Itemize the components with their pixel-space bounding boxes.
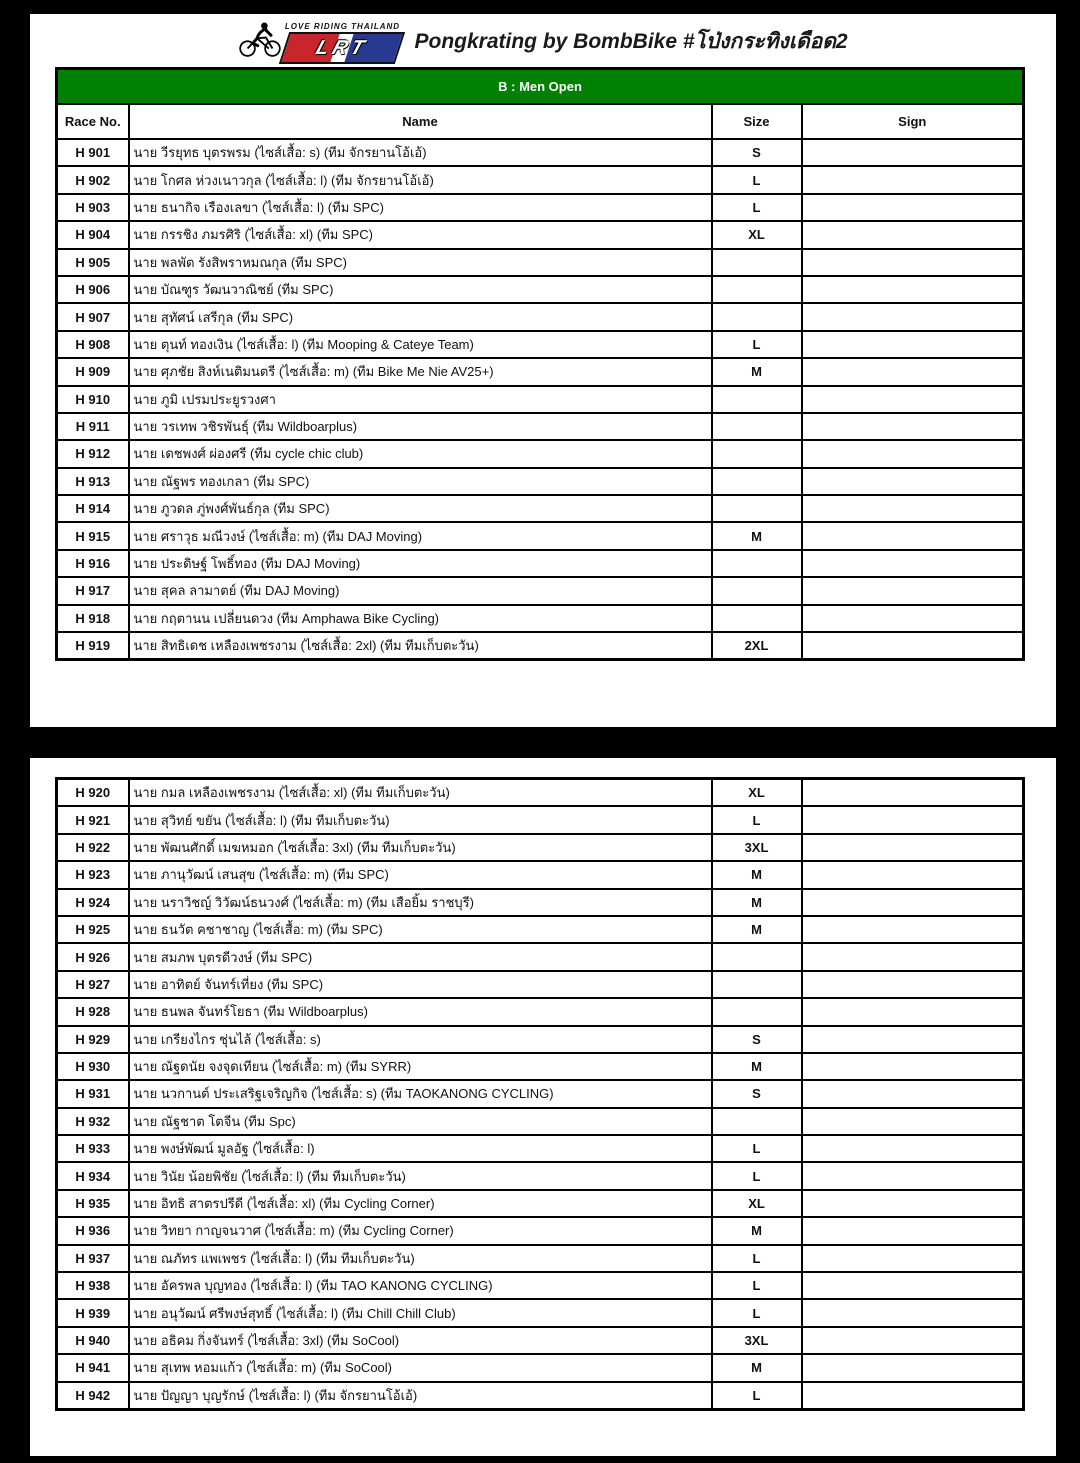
sign-cell [802,550,1024,577]
name-cell: นาย สุวิทย์ ขยัน (ไซส์เสื้อ: l) (ทีม ทีมเก็บตะวัน) [129,806,712,833]
lrt-logo [238,19,400,64]
name-cell: นาย ศุภชัย สิงห์เนติมนตรี (ไซส์เสื้อ: m) (ทีม Bike Me Nie AV25+) [129,358,712,385]
race-no-cell: H 922 [57,834,129,861]
size-cell: L [712,166,802,193]
table-row [57,249,1024,276]
size-cell [712,249,802,276]
table-row [57,440,1024,467]
race-no-cell: H 914 [57,495,129,522]
size-cell: L [712,1272,802,1299]
name-cell: นาย วินัย น้อยพิชัย (ไซส์เสื้อ: l) (ทีม ทีมเก็บตะวัน) [129,1162,712,1189]
sign-cell [802,1217,1024,1244]
sign-cell [802,632,1024,660]
table-row [57,386,1024,413]
name-cell: นาย โกศล ห่วงเนาวกุล (ไซส์เสื้อ: l) (ทีม จักรยานโอ้เอ้) [129,166,712,193]
name-cell: นาย ศราวุธ มณีวงษ์ (ไซส์เสื้อ: m) (ทีม DAJ Moving) [129,522,712,549]
race-no-cell: H 904 [57,221,129,248]
size-cell: L [712,1135,802,1162]
name-cell: นาย กฤตานน เปลี่ยนดวง (ทีม Amphawa Bike Cycling) [129,605,712,632]
lrt-emblem [279,32,405,64]
race-no-cell: H 911 [57,413,129,440]
table-row [57,632,1024,660]
sign-cell [802,1245,1024,1272]
sign-cell [802,971,1024,998]
cyclist-icon [238,19,282,64]
size-cell [712,971,802,998]
sign-cell [802,1080,1024,1107]
size-cell: S [712,1026,802,1053]
sign-cell [802,468,1024,495]
table-row [57,577,1024,604]
table-row [57,331,1024,358]
table-row [57,358,1024,385]
name-cell: นาย วิทยา กาญจนวาศ (ไซส์เสื้อ: m) (ทีม Cycling Corner) [129,1217,712,1244]
race-no-cell: H 928 [57,998,129,1025]
race-no-cell: H 937 [57,1245,129,1272]
size-cell [712,386,802,413]
column-header-race-no: Race No. [57,104,129,139]
table-row [57,1217,1024,1244]
sign-cell [802,779,1024,807]
size-cell: L [712,806,802,833]
race-no-cell: H 929 [57,1026,129,1053]
size-cell: M [712,1354,802,1381]
size-cell: 3XL [712,834,802,861]
column-header-size: Size [712,104,802,139]
logo-text-block [284,22,400,64]
name-cell: นาย อนุวัฒน์ ศรีพงษ์สุทธิ์ (ไซส์เสื้อ: l) (ทีม Chill Chill Club) [129,1299,712,1326]
sign-cell [802,806,1024,833]
race-no-cell: H 936 [57,1217,129,1244]
race-no-cell: H 909 [57,358,129,385]
name-cell: นาย สุคล ลามาตย์ (ทีม DAJ Moving) [129,577,712,604]
name-cell: นาย สิทธิเดช เหลืองเพชรงาม (ไซส์เสื้อ: 2xl) (ทีม ทีมเก็บตะวัน) [129,632,712,660]
size-cell [712,577,802,604]
sign-cell [802,998,1024,1025]
race-no-cell: H 933 [57,1135,129,1162]
name-cell: นาย ปัญญา บุญรักษ์ (ไซส์เสื้อ: l) (ทีม จักรยานโอ้เอ้) [129,1382,712,1410]
roster-table-page-1 [55,67,1025,661]
name-cell: นาย ณัฐพร ทองเกลา (ทีม SPC) [129,468,712,495]
name-cell: นาย อธิคม กิ่งจันทร์ (ไซส์เสื้อ: 3xl) (ทีม SoCool) [129,1327,712,1354]
name-cell: นาย สมภพ บุตรดีวงษ์ (ทีม SPC) [129,943,712,970]
document-header [30,18,1056,64]
race-no-cell: H 935 [57,1190,129,1217]
page-1 [30,14,1056,727]
sign-cell [802,834,1024,861]
race-no-cell: H 942 [57,1382,129,1410]
sign-cell [802,1108,1024,1135]
size-cell: L [712,1245,802,1272]
size-cell: XL [712,221,802,248]
sign-cell [802,495,1024,522]
sign-cell [802,943,1024,970]
name-cell: นาย ณภัทร แพเพชร (ไซส์เสื้อ: l) (ทีม ทีมเก็บตะวัน) [129,1245,712,1272]
name-cell: นาย นราวิชญ์ วิวัฒน์ธนวงศ์ (ไซส์เสื้อ: m) (ทีม เสือยิ้ม ราชบุรี) [129,889,712,916]
size-cell: M [712,916,802,943]
size-cell: S [712,1080,802,1107]
name-cell: นาย ณัฐชาต โตจีน (ทีม Spc) [129,1108,712,1135]
size-cell [712,605,802,632]
name-cell: นาย ภูมิ เปรมประยูรวงศา [129,386,712,413]
size-cell: S [712,139,802,166]
size-cell [712,440,802,467]
size-cell [712,1108,802,1135]
size-cell: M [712,889,802,916]
page-title: Pongkrating by BombBike #โป่งกระทิงเดือด2 [414,29,848,53]
name-cell: นาย ธนพล จันทร์โยธา (ทีม Wildboarplus) [129,998,712,1025]
race-no-cell: H 905 [57,249,129,276]
table-row [57,276,1024,303]
sign-cell [802,1190,1024,1217]
sign-cell [802,303,1024,330]
sign-cell [802,1053,1024,1080]
race-no-cell: H 941 [57,1354,129,1381]
size-cell: 2XL [712,632,802,660]
name-cell: นาย ธนากิจ เรืองเลขา (ไซส์เสื้อ: l) (ทีม SPC) [129,194,712,221]
size-cell: L [712,1382,802,1410]
name-cell: นาย พัฒนศักดิ์ เมฆหมอก (ไซส์เสื้อ: 3xl) (ทีม ทีมเก็บตะวัน) [129,834,712,861]
race-no-cell: H 926 [57,943,129,970]
page-2 [30,758,1056,1456]
table-row [57,1190,1024,1217]
race-no-cell: H 913 [57,468,129,495]
section-band [57,69,1024,105]
sign-cell [802,861,1024,888]
name-cell: นาย อิทธิ สาตรปรีดี (ไซส์เสื้อ: xl) (ทีม Cycling Corner) [129,1190,712,1217]
race-no-cell: H 927 [57,971,129,998]
sign-cell [802,358,1024,385]
name-cell: นาย เกรียงไกร ชุ่นไล้ (ไซส์เสื้อ: s) [129,1026,712,1053]
race-no-cell: H 940 [57,1327,129,1354]
race-no-cell: H 920 [57,779,129,807]
sign-cell [802,221,1024,248]
table-row [57,998,1024,1025]
table-row [57,221,1024,248]
name-cell: นาย นวกานต์ ประเสริฐเจริญกิจ (ไซส์เสื้อ: s) (ทีม TAOKANONG CYCLING) [129,1080,712,1107]
race-no-cell: H 939 [57,1299,129,1326]
table-row [57,413,1024,440]
name-cell: นาย บัณฑูร วัฒนวาณิชย์ (ทีม SPC) [129,276,712,303]
table-row [57,1382,1024,1410]
table-row [57,1053,1024,1080]
sign-cell [802,577,1024,604]
race-no-cell: H 930 [57,1053,129,1080]
table-row [57,495,1024,522]
name-cell: นาย ตุนท์ ทองเงิน (ไซส์เสื้อ: l) (ทีม Mooping & Cateye Team) [129,331,712,358]
size-cell: XL [712,1190,802,1217]
name-cell: นาย สุเทพ หอมแก้ว (ไซส์เสื้อ: m) (ทีม SoCool) [129,1354,712,1381]
size-cell [712,550,802,577]
table-row [57,943,1024,970]
size-cell: M [712,522,802,549]
name-cell: นาย กรรชิง ภมรศิริ (ไซส์เสื้อ: xl) (ทีม SPC) [129,221,712,248]
table-row [57,522,1024,549]
name-cell: นาย อาทิตย์ จันทร์เที่ยง (ทีม SPC) [129,971,712,998]
table-row [57,861,1024,888]
table-row [57,605,1024,632]
size-cell: L [712,1299,802,1326]
race-no-cell: H 932 [57,1108,129,1135]
sign-cell [802,1382,1024,1410]
size-cell [712,276,802,303]
table-row [57,166,1024,193]
table-row [57,1299,1024,1326]
size-cell: L [712,1162,802,1189]
table-row [57,971,1024,998]
column-header-name: Name [129,104,712,139]
table-row [57,806,1024,833]
name-cell: นาย ธนวัต คชาชาญ (ไซส์เสื้อ: m) (ทีม SPC) [129,916,712,943]
name-cell: นาย ประดิษฐ์ โพธิ์ทอง (ทีม DAJ Moving) [129,550,712,577]
logo-top-text: LOVE RIDING THAILAND [284,21,401,31]
size-cell [712,998,802,1025]
size-cell: M [712,358,802,385]
race-no-cell: H 919 [57,632,129,660]
sign-cell [802,386,1024,413]
race-no-cell: H 907 [57,303,129,330]
name-cell: นาย ณัฐดนัย จงจุดเทียน (ไซส์เสื้อ: m) (ทีม SYRR) [129,1053,712,1080]
size-cell [712,303,802,330]
race-no-cell: H 912 [57,440,129,467]
table-row [57,468,1024,495]
table-row [57,194,1024,221]
name-cell: นาย ภานุวัฒน์ เสนสุข (ไซส์เสื้อ: m) (ทีม SPC) [129,861,712,888]
race-no-cell: H 938 [57,1272,129,1299]
table-row [57,834,1024,861]
size-cell: L [712,194,802,221]
table-row [57,1080,1024,1107]
table-row [57,550,1024,577]
sign-cell [802,1162,1024,1189]
name-cell: นาย พงษ์พัฒน์ มูลอัฐ (ไซส์เสื้อ: l) [129,1135,712,1162]
race-no-cell: H 906 [57,276,129,303]
race-no-cell: H 916 [57,550,129,577]
sign-cell [802,1272,1024,1299]
race-no-cell: H 903 [57,194,129,221]
emblem-letters: LRT [313,36,372,58]
sign-cell [802,1026,1024,1053]
size-cell [712,413,802,440]
table-row [57,779,1024,807]
table-row [57,889,1024,916]
table-row [57,1354,1024,1381]
size-cell: L [712,331,802,358]
race-no-cell: H 917 [57,577,129,604]
sign-cell [802,916,1024,943]
name-cell: นาย อัครพล บุญทอง (ไซส์เสื้อ: l) (ทีม TAO KANONG CYCLING) [129,1272,712,1299]
name-cell: นาย สุทัศน์ เสรีกุล (ทีม SPC) [129,303,712,330]
sign-cell [802,276,1024,303]
column-header-row [57,104,1024,139]
table-row [57,139,1024,166]
sign-cell [802,1299,1024,1326]
size-cell: M [712,1053,802,1080]
sign-cell [802,1354,1024,1381]
race-no-cell: H 923 [57,861,129,888]
name-cell: นาย วรเทพ วชิรพันธุ์ (ทีม Wildboarplus) [129,413,712,440]
race-no-cell: H 931 [57,1080,129,1107]
table-row [57,1135,1024,1162]
sign-cell [802,413,1024,440]
race-no-cell: H 924 [57,889,129,916]
race-no-cell: H 910 [57,386,129,413]
race-no-cell: H 934 [57,1162,129,1189]
sign-cell [802,249,1024,276]
name-cell: นาย กมล เหลืองเพชรงาม (ไซส์เสื้อ: xl) (ทีม ทีมเก็บตะวัน) [129,779,712,807]
size-cell: M [712,1217,802,1244]
table-row [57,1245,1024,1272]
race-no-cell: H 915 [57,522,129,549]
size-cell [712,468,802,495]
column-header-sign: Sign [802,104,1024,139]
table-row [57,1108,1024,1135]
sign-cell [802,139,1024,166]
race-no-cell: H 925 [57,916,129,943]
race-no-cell: H 902 [57,166,129,193]
sign-cell [802,605,1024,632]
sign-cell [802,1135,1024,1162]
race-no-cell: H 908 [57,331,129,358]
race-no-cell: H 901 [57,139,129,166]
size-cell: XL [712,779,802,807]
name-cell: นาย วีรยุทธ บุตรพรม (ไซส์เสื้อ: s) (ทีม จักรยานโอ้เอ้) [129,139,712,166]
sign-cell [802,331,1024,358]
sign-cell [802,522,1024,549]
sign-cell [802,194,1024,221]
table-row [57,303,1024,330]
section-title: B : Men Open [57,69,1024,105]
name-cell: นาย พลพัต รังสิพราหมณกุล (ทีม SPC) [129,249,712,276]
name-cell: นาย ภูวดล ภู่พงศ์พันธ์กุล (ทีม SPC) [129,495,712,522]
size-cell [712,495,802,522]
table-row [57,1026,1024,1053]
table-row [57,1162,1024,1189]
roster-table-page-2 [55,777,1025,1411]
sign-cell [802,440,1024,467]
size-cell: 3XL [712,1327,802,1354]
sign-cell [802,166,1024,193]
table-row [57,1272,1024,1299]
table-row [57,1327,1024,1354]
table-row [57,916,1024,943]
size-cell [712,943,802,970]
size-cell: M [712,861,802,888]
sign-cell [802,889,1024,916]
race-no-cell: H 918 [57,605,129,632]
name-cell: นาย เดชพงศ์ ผ่องศรี (ทีม cycle chic club) [129,440,712,467]
race-no-cell: H 921 [57,806,129,833]
sign-cell [802,1327,1024,1354]
